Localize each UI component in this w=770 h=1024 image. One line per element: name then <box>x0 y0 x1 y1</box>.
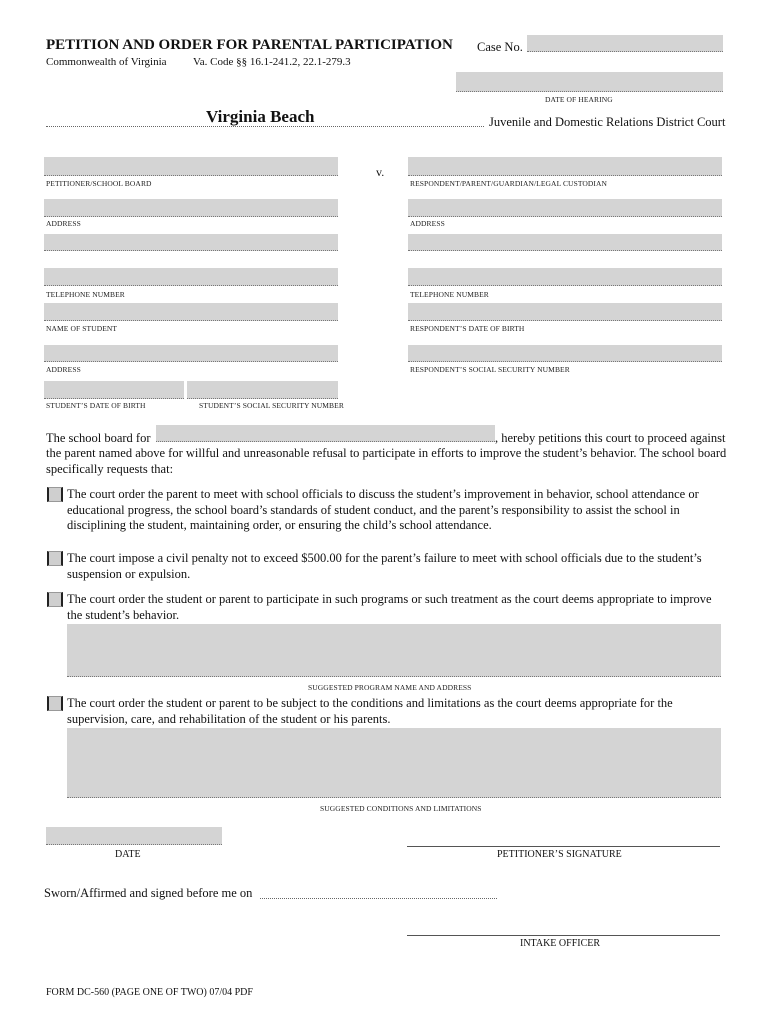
court-name: Juvenile and Domestic Relations District Court <box>489 115 726 129</box>
petitioner-label: PETITIONER/SCHOOL BOARD <box>46 179 152 188</box>
signature-date-label: DATE <box>115 849 141 860</box>
case-no-input[interactable] <box>527 35 723 52</box>
respondent-label: RESPONDENT/PARENT/GUARDIAN/LEGAL CUSTODIAN <box>410 179 608 188</box>
petition-intro-rest: the parent named above for willful and unreasonable refusal to participate in efforts to improve the student’s behavior. The school board specifically requests that: <box>46 446 727 476</box>
petitioner-signature-line[interactable] <box>407 846 720 847</box>
option3-checkbox[interactable] <box>47 592 63 607</box>
court-city[interactable]: Virginia Beach <box>206 107 315 126</box>
student-ssn-label: STUDENT’S SOCIAL SECURITY NUMBER <box>199 401 344 410</box>
petitioner-address-line2-input[interactable] <box>44 234 338 251</box>
versus-label: v. <box>376 165 385 179</box>
student-dob-input[interactable] <box>44 381 184 399</box>
signature-date-input[interactable] <box>46 827 222 845</box>
respondent-dob-input[interactable] <box>408 303 722 321</box>
student-name-label: NAME OF STUDENT <box>46 324 118 333</box>
option3-text: The court order the student or parent to participate in such programs or such treatment as the court deems appropriate to improve the student’s behavior. <box>67 592 712 622</box>
petitioner-telephone-input[interactable] <box>44 268 338 286</box>
commonwealth-label: Commonwealth of Virginia <box>46 56 167 68</box>
suggested-program-input[interactable] <box>67 624 721 677</box>
petitioner-address-label: ADDRESS <box>46 219 81 228</box>
petition-intro-end: , hereby petitions this court to proceed against <box>495 431 726 445</box>
student-name-input[interactable] <box>44 303 338 321</box>
respondent-address-label: ADDRESS <box>410 219 445 228</box>
date-of-hearing-label: DATE OF HEARING <box>545 95 613 104</box>
respondent-address-input[interactable] <box>408 199 722 217</box>
option2-text: The court impose a civil penalty not to exceed $500.00 for the parent’s failure to meet with school officials due to the student’s suspension or expulsion. <box>67 551 702 581</box>
sworn-affirmed-text: Sworn/Affirmed and signed before me on <box>44 886 253 900</box>
student-dob-label: STUDENT’S DATE OF BIRTH <box>46 401 146 410</box>
respondent-ssn-label: RESPONDENT’S SOCIAL SECURITY NUMBER <box>410 365 570 374</box>
suggested-conditions-input[interactable] <box>67 728 721 798</box>
intake-officer-label: INTAKE OFFICER <box>520 938 601 949</box>
date-of-hearing-input[interactable] <box>456 72 723 92</box>
respondent-address-line2-input[interactable] <box>408 234 722 251</box>
petitioner-address-input[interactable] <box>44 199 338 217</box>
form-title: PETITION AND ORDER FOR PARENTAL PARTICIPATION <box>46 37 453 53</box>
petitioner-input[interactable] <box>44 157 338 176</box>
respondent-dob-label: RESPONDENT’S DATE OF BIRTH <box>410 324 525 333</box>
student-address-input[interactable] <box>44 345 338 362</box>
option4-checkbox[interactable] <box>47 696 63 711</box>
va-code-citation: Va. Code §§ 16.1-241.2, 22.1-279.3 <box>193 56 351 68</box>
respondent-telephone-input[interactable] <box>408 268 722 286</box>
respondent-telephone-label: TELEPHONE NUMBER <box>410 290 489 299</box>
option2-checkbox[interactable] <box>47 551 63 566</box>
option4-text: The court order the student or parent to be subject to the conditions and limitations as the court deems appropriate for the supervision, care, and rehabilitation of the student or his parents. <box>67 696 673 726</box>
option1-text: The court order the parent to meet with school officials to discuss the student’s improvement in behavior, school attendance or educational progress, the school board’s standards of student conduct, and the parent’s responsibility to assist the school in disciplining the student, maintaining order, or ensuring the child’s school attendance. <box>67 487 699 532</box>
respondent-input[interactable] <box>408 157 722 176</box>
form-id-footer: FORM DC-560 (PAGE ONE OF TWO) 07/04 PDF <box>46 987 253 998</box>
suggested-conditions-label: SUGGESTED CONDITIONS AND LIMITATIONS <box>320 804 482 813</box>
sworn-date-line[interactable] <box>260 898 497 899</box>
option1-checkbox[interactable] <box>47 487 63 502</box>
suggested-program-label: SUGGESTED PROGRAM NAME AND ADDRESS <box>308 683 472 692</box>
student-ssn-input[interactable] <box>187 381 338 399</box>
petitioner-telephone-label: TELEPHONE NUMBER <box>46 290 125 299</box>
intake-officer-signature-line[interactable] <box>407 935 720 936</box>
school-board-input[interactable] <box>156 425 495 442</box>
petitioner-signature-label: PETITIONER’S SIGNATURE <box>497 849 622 860</box>
case-no-label: Case No. <box>477 40 523 54</box>
student-address-label: ADDRESS <box>46 365 81 374</box>
petition-intro-start: The school board for <box>46 431 151 445</box>
respondent-ssn-input[interactable] <box>408 345 722 362</box>
